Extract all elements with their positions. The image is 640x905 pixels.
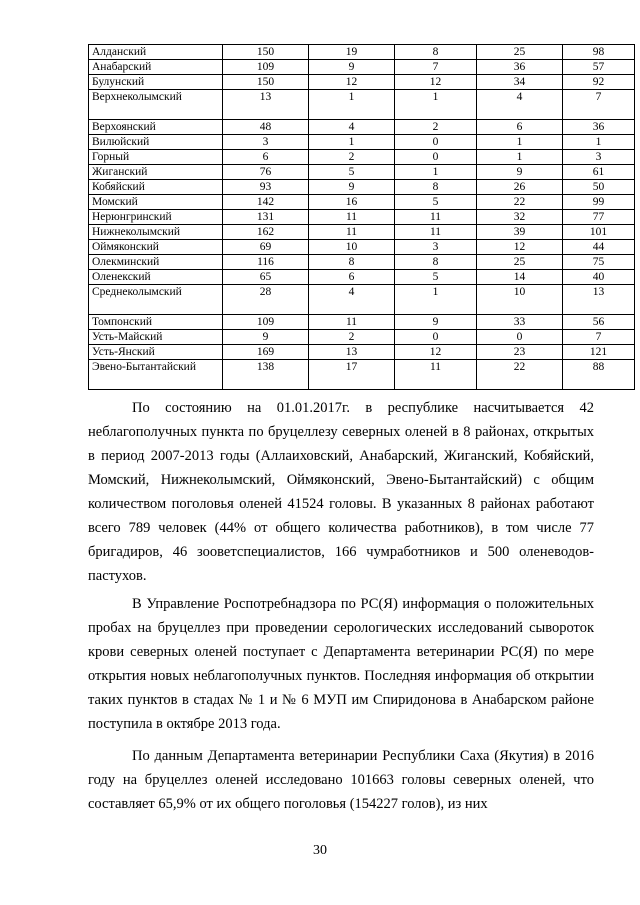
value-cell-c5: 40 xyxy=(563,270,635,285)
value-cell-c1: 6 xyxy=(223,150,309,165)
value-cell-c3: 11 xyxy=(395,360,477,390)
table-row xyxy=(89,75,635,90)
value-cell-c4: 33 xyxy=(477,315,563,330)
value-cell-c4: 6 xyxy=(477,120,563,135)
table-row xyxy=(89,135,635,150)
value-cell-c1: 69 xyxy=(223,240,309,255)
value-cell-c4: 32 xyxy=(477,210,563,225)
value-cell-c5: 92 xyxy=(563,75,635,90)
value-cell-c4: 1 xyxy=(477,135,563,150)
district-name-cell: Усть-Майский xyxy=(89,330,223,345)
value-cell-c3: 12 xyxy=(395,75,477,90)
district-name-cell: Нерюнгринский xyxy=(89,210,223,225)
value-cell-c4: 25 xyxy=(477,45,563,60)
table-row xyxy=(89,180,635,195)
value-cell-c2: 11 xyxy=(309,315,395,330)
district-name-cell: Жиганский xyxy=(89,165,223,180)
value-cell-c4: 10 xyxy=(477,285,563,315)
value-cell-c1: 116 xyxy=(223,255,309,270)
value-cell-c1: 150 xyxy=(223,75,309,90)
district-name-cell: Анабарский xyxy=(89,60,223,75)
value-cell-c2: 2 xyxy=(309,330,395,345)
value-cell-c3: 12 xyxy=(395,345,477,360)
value-cell-c5: 101 xyxy=(563,225,635,240)
value-cell-c5: 75 xyxy=(563,255,635,270)
value-cell-c5: 88 xyxy=(563,360,635,390)
district-name-cell: Алданский xyxy=(89,45,223,60)
value-cell-c2: 4 xyxy=(309,285,395,315)
value-cell-c3: 8 xyxy=(395,45,477,60)
district-name-cell: Булунский xyxy=(89,75,223,90)
value-cell-c2: 19 xyxy=(309,45,395,60)
value-cell-c3: 8 xyxy=(395,255,477,270)
value-cell-c2: 16 xyxy=(309,195,395,210)
value-cell-c1: 76 xyxy=(223,165,309,180)
district-name-cell: Среднеколымский xyxy=(89,285,223,315)
value-cell-c1: 142 xyxy=(223,195,309,210)
paragraph-3-text: По данным Департамента ветеринарии Республики Саха (Якутия) в 2016 году на бруцеллез оленей исследовано 101663 головы северных оленей, что составляет 65,9% от их общего поголовья (154227 голов), из них xyxy=(88,748,594,812)
table-row xyxy=(89,225,635,240)
value-cell-c4: 0 xyxy=(477,330,563,345)
district-data-table xyxy=(88,44,635,390)
paragraph-2-text: В Управление Роспотребнадзора по РС(Я) информация о положительных пробах на бруцеллез при проведении серологических исследований сывороток крови северных оленей поступает с Департамента ветеринарии РС(Я) по мере открытия новых неблагополучных пунктов. Последняя информация об открытии таких пунктов в стадах № 1 и № 6 МУП им Спиридонова в Анабарском районе поступила в октябре 2013 года. xyxy=(88,596,594,732)
value-cell-c3: 9 xyxy=(395,315,477,330)
table-row xyxy=(89,360,635,390)
table-row xyxy=(89,285,635,315)
value-cell-c4: 26 xyxy=(477,180,563,195)
value-cell-c1: 109 xyxy=(223,315,309,330)
value-cell-c5: 1 xyxy=(563,135,635,150)
value-cell-c5: 77 xyxy=(563,210,635,225)
table-row xyxy=(89,345,635,360)
page-number: 30 xyxy=(313,843,327,858)
district-name-cell: Верхоянский xyxy=(89,120,223,135)
value-cell-c2: 13 xyxy=(309,345,395,360)
district-name-cell: Верхнеколымский xyxy=(89,90,223,120)
value-cell-c2: 11 xyxy=(309,210,395,225)
district-name-cell: Кобяйский xyxy=(89,180,223,195)
value-cell-c2: 17 xyxy=(309,360,395,390)
value-cell-c5: 7 xyxy=(563,90,635,120)
district-name-cell: Оймяконский xyxy=(89,240,223,255)
value-cell-c5: 3 xyxy=(563,150,635,165)
value-cell-c5: 50 xyxy=(563,180,635,195)
value-cell-c1: 65 xyxy=(223,270,309,285)
value-cell-c5: 99 xyxy=(563,195,635,210)
value-cell-c4: 39 xyxy=(477,225,563,240)
value-cell-c3: 0 xyxy=(395,330,477,345)
district-name-cell: Момский xyxy=(89,195,223,210)
value-cell-c1: 138 xyxy=(223,360,309,390)
value-cell-c4: 14 xyxy=(477,270,563,285)
value-cell-c3: 11 xyxy=(395,225,477,240)
value-cell-c2: 5 xyxy=(309,165,395,180)
value-cell-c4: 22 xyxy=(477,195,563,210)
value-cell-c3: 5 xyxy=(395,195,477,210)
value-cell-c1: 48 xyxy=(223,120,309,135)
district-name-cell: Вилюйский xyxy=(89,135,223,150)
value-cell-c1: 9 xyxy=(223,330,309,345)
value-cell-c1: 28 xyxy=(223,285,309,315)
value-cell-c2: 9 xyxy=(309,180,395,195)
value-cell-c5: 44 xyxy=(563,240,635,255)
value-cell-c2: 1 xyxy=(309,90,395,120)
value-cell-c1: 169 xyxy=(223,345,309,360)
district-name-cell: Усть-Янский xyxy=(89,345,223,360)
district-name-cell: Нижнеколымский xyxy=(89,225,223,240)
paragraph-3 xyxy=(88,744,594,816)
table-body xyxy=(89,45,635,390)
value-cell-c5: 57 xyxy=(563,60,635,75)
value-cell-c5: 98 xyxy=(563,45,635,60)
value-cell-c4: 36 xyxy=(477,60,563,75)
value-cell-c4: 9 xyxy=(477,165,563,180)
value-cell-c1: 109 xyxy=(223,60,309,75)
value-cell-c1: 3 xyxy=(223,135,309,150)
value-cell-c4: 4 xyxy=(477,90,563,120)
value-cell-c1: 131 xyxy=(223,210,309,225)
table-row xyxy=(89,45,635,60)
district-name-cell: Эвено-Бытантайский xyxy=(89,360,223,390)
value-cell-c3: 1 xyxy=(395,90,477,120)
value-cell-c2: 11 xyxy=(309,225,395,240)
table-row xyxy=(89,330,635,345)
value-cell-c3: 1 xyxy=(395,285,477,315)
value-cell-c3: 2 xyxy=(395,120,477,135)
district-name-cell: Горный xyxy=(89,150,223,165)
table-row xyxy=(89,150,635,165)
value-cell-c2: 12 xyxy=(309,75,395,90)
value-cell-c2: 6 xyxy=(309,270,395,285)
value-cell-c4: 23 xyxy=(477,345,563,360)
value-cell-c2: 8 xyxy=(309,255,395,270)
value-cell-c2: 2 xyxy=(309,150,395,165)
district-name-cell: Томпонский xyxy=(89,315,223,330)
value-cell-c4: 25 xyxy=(477,255,563,270)
table-row xyxy=(89,315,635,330)
value-cell-c5: 61 xyxy=(563,165,635,180)
district-name-cell: Оленекский xyxy=(89,270,223,285)
value-cell-c3: 0 xyxy=(395,135,477,150)
paragraph-1 xyxy=(88,396,594,588)
value-cell-c3: 11 xyxy=(395,210,477,225)
value-cell-c5: 7 xyxy=(563,330,635,345)
value-cell-c4: 34 xyxy=(477,75,563,90)
table-row xyxy=(89,255,635,270)
value-cell-c3: 7 xyxy=(395,60,477,75)
value-cell-c5: 121 xyxy=(563,345,635,360)
district-name-cell: Олекминский xyxy=(89,255,223,270)
table-row xyxy=(89,60,635,75)
value-cell-c5: 13 xyxy=(563,285,635,315)
table-row xyxy=(89,210,635,225)
value-cell-c2: 9 xyxy=(309,60,395,75)
paragraph-2 xyxy=(88,592,594,736)
value-cell-c1: 13 xyxy=(223,90,309,120)
value-cell-c3: 5 xyxy=(395,270,477,285)
value-cell-c3: 1 xyxy=(395,165,477,180)
value-cell-c3: 8 xyxy=(395,180,477,195)
table-row xyxy=(89,90,635,120)
value-cell-c4: 12 xyxy=(477,240,563,255)
value-cell-c1: 150 xyxy=(223,45,309,60)
table-row xyxy=(89,240,635,255)
value-cell-c5: 56 xyxy=(563,315,635,330)
table-row xyxy=(89,165,635,180)
value-cell-c4: 22 xyxy=(477,360,563,390)
value-cell-c2: 10 xyxy=(309,240,395,255)
table-row xyxy=(89,120,635,135)
value-cell-c3: 3 xyxy=(395,240,477,255)
value-cell-c2: 4 xyxy=(309,120,395,135)
value-cell-c4: 1 xyxy=(477,150,563,165)
value-cell-c1: 93 xyxy=(223,180,309,195)
value-cell-c3: 0 xyxy=(395,150,477,165)
value-cell-c5: 36 xyxy=(563,120,635,135)
paragraph-1-text: По состоянию на 01.01.2017г. в республике насчитывается 42 неблагополучных пункта по бруцеллезу северных оленей в 8 районах, открытых в период 2007-2013 годы (Аллаиховский, Анабарский, Жиганский, Кобяйский, Момский, Нижнеколымский, Оймяконский, Эвено-Бытантайский) с общим количеством поголовья оленей 41524 головы. В указанных 8 районах работают всего 789 человек (44% от общего количества работников), в том числе 77 бригадиров, 46 зооветспециалистов, 166 чумработников и 500 оленеводов-пастухов. xyxy=(88,400,594,584)
value-cell-c2: 1 xyxy=(309,135,395,150)
table-row xyxy=(89,270,635,285)
table-row xyxy=(89,195,635,210)
value-cell-c1: 162 xyxy=(223,225,309,240)
